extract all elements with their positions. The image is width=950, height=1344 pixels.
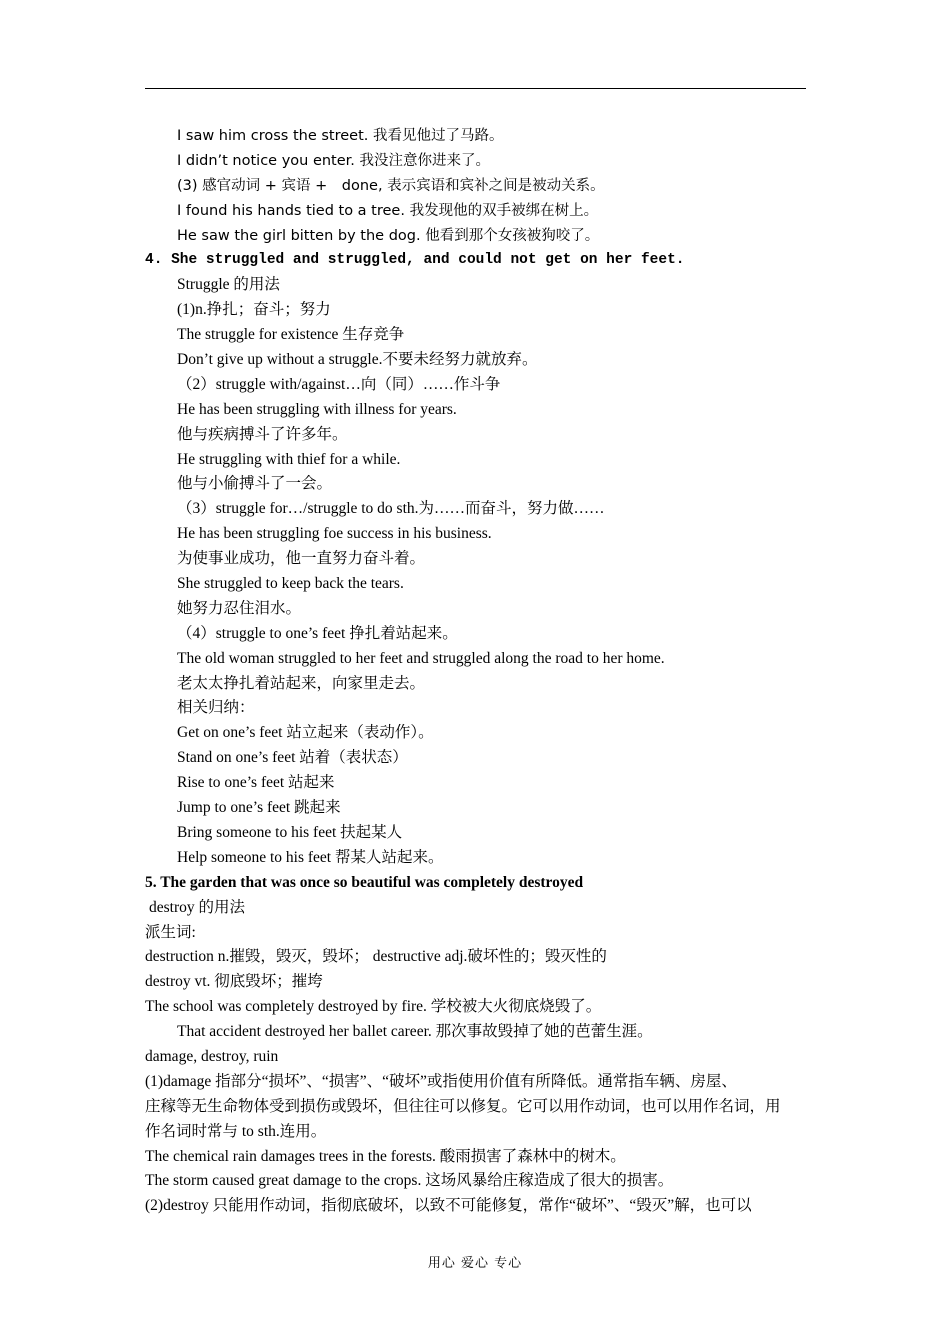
translation: 老太太挣扎着站起来，向家里走去。	[177, 674, 426, 692]
subheading: 派生词:	[145, 923, 196, 941]
example-sentence: The school was completely destroyed by fire. 学校被大火彻底烧毁了。	[145, 998, 602, 1016]
derivative-words: destruction n.摧毁，毁灭，毁坏； destructive adj.破坏性的；毁灭性的	[145, 948, 607, 966]
example-sentence: She struggled to keep back the tears.	[177, 575, 404, 593]
definition: destroy vt. 彻底毁坏；摧垮	[145, 973, 323, 991]
example-sentence: I didn’t notice you enter. 我没注意你进来了。	[177, 152, 491, 169]
usage-item: （2）struggle with/against…向（同）……作斗争	[177, 375, 501, 393]
section-heading-4: 4. She struggled and struggled, and could not get on her feet.	[145, 252, 685, 269]
example-sentence: He saw the girl bitten by the dog. 他看到那个女孩被狗咬了。	[177, 227, 600, 244]
subheading: destroy 的用法	[149, 898, 246, 916]
example-sentence: The storm caused great damage to the crops. 这场风暴给庄稼造成了很大的损害。	[145, 1172, 674, 1190]
example-sentence: He has been struggling with illness for years.	[177, 400, 457, 418]
example-sentence: The chemical rain damages trees in the forests. 酸雨损害了森林中的树木。	[145, 1147, 626, 1165]
phrase-item: Jump to one’s feet 跳起来	[177, 799, 341, 817]
example-sentence: Don’t give up without a struggle.不要未经努力就放弃。	[177, 351, 538, 369]
example-sentence: I found his hands tied to a tree. 我发现他的双手被绑在树上。	[177, 202, 599, 219]
subheading: damage, destroy, ruin	[145, 1047, 279, 1065]
example-sentence: He struggling with thief for a while.	[177, 450, 401, 468]
example-sentence: The old woman struggled to her feet and struggled along the road to her home.	[177, 649, 665, 667]
paragraph-line: (1)damage 指部分“损坏”、“损害”、“破坏”或指使用价值有所降低。通常指车辆、房屋、	[145, 1072, 737, 1090]
translation: 他与小偷搏斗了一会。	[177, 475, 333, 493]
subheading: Struggle 的用法	[177, 276, 280, 294]
translation: 她努力忍住泪水。	[177, 599, 302, 617]
paragraph-line: 庄稼等无生命物体受到损伤或毁坏，但往往可以修复。它可以用作动词，也可以用作名词，用	[145, 1097, 781, 1115]
phrase-item: Stand on one’s feet 站着（表状态）	[177, 749, 408, 767]
example-sentence: I saw him cross the street. 我看见他过了马路。	[177, 128, 504, 144]
subheading: 相关归纳：	[177, 699, 255, 717]
phrase-item: Rise to one’s feet 站起来	[177, 774, 335, 792]
example-sentence: That accident destroyed her ballet career. 那次事故毁掉了她的芭蕾生涯。	[177, 1023, 653, 1041]
section-heading-5: 5. The garden that was once so beautiful was completely destroyed	[145, 873, 584, 891]
example-sentence: He has been struggling foe success in his business.	[177, 525, 492, 543]
phrase-item: Help someone to his feet 帮某人站起来。	[177, 848, 444, 866]
usage-item: (1)n.挣扎；奋斗；努力	[177, 301, 331, 319]
usage-item: （3）struggle for…/struggle to do sth.为……而奋斗，努力做……	[177, 500, 605, 518]
header-rule	[145, 88, 806, 89]
page-footer: 用心 爱心 专心	[427, 1256, 523, 1271]
paragraph-line: 作名词时常与 to sth.连用。	[145, 1122, 327, 1140]
phrase-item: Get on one’s feet 站立起来（表动作）。	[177, 724, 434, 742]
grammar-rule: (3) 感官动词 + 宾语 + done, 表示宾语和宾补之间是被动关系。	[177, 177, 605, 194]
paragraph-line: (2)destroy 只能用作动词，指彻底破坏，以致不可能修复，常作“破坏”、“毁灭”解，也可以	[145, 1197, 752, 1215]
example-sentence: The struggle for existence 生存竞争	[177, 326, 405, 344]
translation: 为使事业成功，他一直努力奋斗着。	[177, 550, 426, 568]
usage-item: （4）struggle to one’s feet 挣扎着站起来。	[177, 624, 458, 642]
translation: 他与疾病搏斗了许多年。	[177, 425, 348, 443]
phrase-item: Bring someone to his feet 扶起某人	[177, 823, 403, 841]
document-body	[145, 124, 807, 1219]
